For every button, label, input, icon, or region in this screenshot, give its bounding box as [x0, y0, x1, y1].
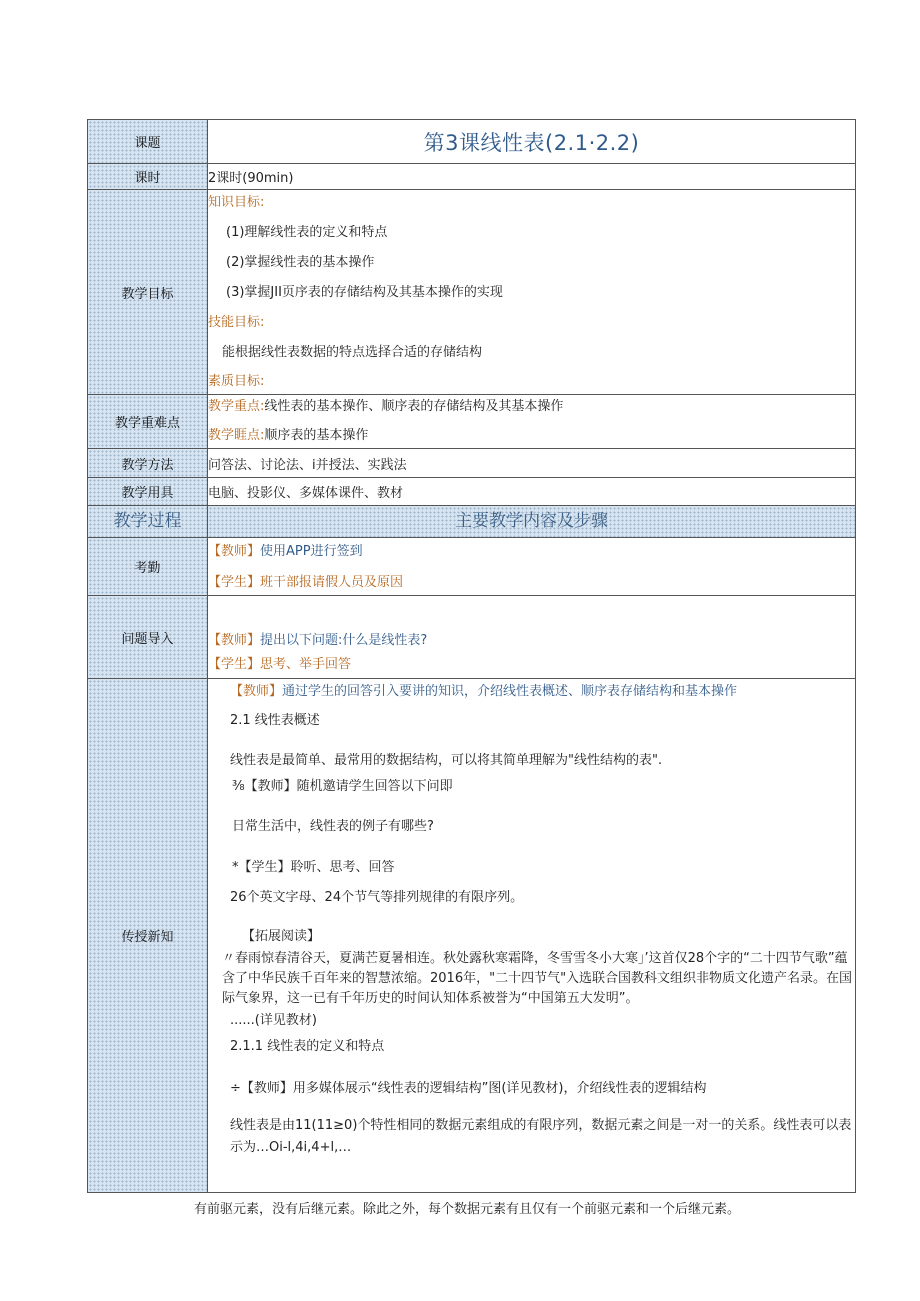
teaching-line-3: 线性表是最简单、最常用的数据结构，可以将其简单理解为"线性结构的表".	[230, 753, 663, 768]
objectives-row	[88, 190, 856, 395]
attendance-label: 考勤	[88, 538, 208, 596]
teacher-tag: 【教师】	[230, 684, 283, 699]
hours-row	[88, 164, 856, 190]
section-2-1-1-heading: 2.1.1 线性表的定义和特点	[230, 1039, 385, 1054]
intro-teacher-text: 提出以下问题:什么是线性表?	[260, 633, 428, 648]
hours-value: 2课时(90min)	[208, 164, 856, 190]
attendance-teacher-line	[208, 538, 855, 566]
process-header-left: 教学过程	[88, 506, 208, 538]
focus-label: 教学重点:	[208, 399, 265, 414]
lesson-title: 第3课线性表(2.1·2.2)	[208, 120, 856, 164]
teaching-content	[208, 679, 856, 1193]
teaching-line-12: ÷【教师】用多媒体展示“线性表的逻辑结构”图(详见教材)，介绍线性表的逻辑结构	[230, 1081, 707, 1096]
key-points-row	[88, 395, 856, 449]
teaching-row	[88, 679, 856, 1193]
intro-student-text: 思考、举手回答	[260, 657, 352, 672]
title-label: 课题	[88, 120, 208, 164]
attendance-student-line	[208, 566, 855, 595]
teaching-line-1	[230, 679, 855, 707]
teaching-line-9: 〃春雨惊春清谷天，夏满芒夏暑相连。秋处露秋寒霜降，冬雪雪冬小大寒」’这首仅28个字的“二十四节气歌”蕴含了中华民族千百年来的智慧浓缩。2016年，"二十四节气"入选联合国教科文组织非物质文化遗产名录。在国际气象界，这一已有千年历史的时间认知体系被誉为“中国第五大发明”。	[222, 951, 853, 1006]
section-2-1-heading: 2.1 线性表概述	[230, 713, 320, 728]
tools-label: 教学用具	[88, 478, 208, 506]
extended-reading-heading: 【拓展阅读】	[242, 929, 321, 944]
attendance-content	[208, 538, 856, 596]
teaching-line-4: ⅜【教师】随机邀请学生回答以下问即	[232, 779, 453, 794]
focus-line	[208, 395, 855, 422]
intro-spacer	[208, 596, 855, 628]
tools-value: 电脑、投影仪、多媒体课件、教材	[208, 478, 856, 506]
title-row	[88, 120, 856, 164]
teacher-tag: 【教师】	[208, 544, 261, 559]
attendance-row	[88, 538, 856, 596]
teaching-line-1-text: 通过学生的回答引入要讲的知识，介绍线性表概述、顺序表存储结构和基本操作	[282, 684, 738, 699]
focus-text: 线性表的基本操作、顺序表的存储结构及其基本操作	[264, 399, 564, 414]
methods-value: 问答法、讨论法、i并授法、实践法	[208, 449, 856, 478]
objectives-content	[208, 190, 856, 395]
teaching-line-5: 日常生活中，线性表的例子有哪些?	[232, 819, 434, 834]
teaching-line-6: *【学生】聆听、思考、回答	[232, 860, 395, 875]
intro-student-line	[208, 654, 855, 678]
teaching-label: 传授新知	[88, 679, 208, 1193]
objectives-label: 教学目标	[88, 190, 208, 395]
skill-heading: 技能目标:	[208, 315, 265, 330]
process-header-row	[88, 506, 856, 538]
student-tag: 【学生】	[208, 575, 261, 590]
process-header-right: 主要教学内容及步骤	[208, 506, 856, 538]
key-points-label: 教学重难点	[88, 395, 208, 449]
lesson-plan-table	[87, 119, 856, 1193]
teacher-tag: 【教师】	[208, 633, 261, 648]
intro-row	[88, 596, 856, 679]
quality-heading: 素质目标:	[208, 374, 265, 389]
hours-label: 课时	[88, 164, 208, 190]
difficulty-line	[208, 422, 855, 448]
skill-item-1: 能根据线性表数据的特点选择合适的存储结构	[222, 345, 483, 360]
teaching-line-10: ......(详见教材)	[230, 1013, 317, 1028]
intro-teacher-line	[208, 628, 855, 654]
difficulty-label: 教学睚点:	[208, 428, 265, 443]
intro-content	[208, 596, 856, 679]
knowledge-item-3: (3)掌握JII页序表的存储结构及其基本操作的实现	[226, 285, 503, 300]
difficulty-text: 顺序表的基本操作	[264, 428, 369, 443]
tools-row	[88, 478, 856, 506]
knowledge-item-1: (1)理解线性表的定义和特点	[226, 225, 388, 240]
student-tag: 【学生】	[208, 657, 261, 672]
key-points-content	[208, 395, 856, 449]
footer-text: 有前驱元素，没有后继元素。除此之外，每个数据元素有且仅有一个前驱元素和一个后继元素。	[194, 1202, 741, 1217]
knowledge-heading: 知识目标:	[208, 195, 265, 210]
teaching-line-13: 线性表是由11(11≥0)个特性相同的数据元素组成的有限序列，数据元素之间是一对一的关系。线性表可以表示为…Oi-l,4i,4+l,…	[230, 1118, 852, 1155]
teaching-line-7: 26个英文字母、24个节气等排列规律的有限序列。	[230, 890, 524, 905]
knowledge-item-2: (2)掌握线性表的基本操作	[226, 255, 375, 270]
methods-row	[88, 449, 856, 478]
attendance-student-text: 班干部报请假人员及原因	[260, 575, 404, 590]
attendance-teacher-text: 使用APP进行签到	[260, 544, 363, 559]
methods-label: 教学方法	[88, 449, 208, 478]
intro-label: 问题导入	[88, 596, 208, 679]
